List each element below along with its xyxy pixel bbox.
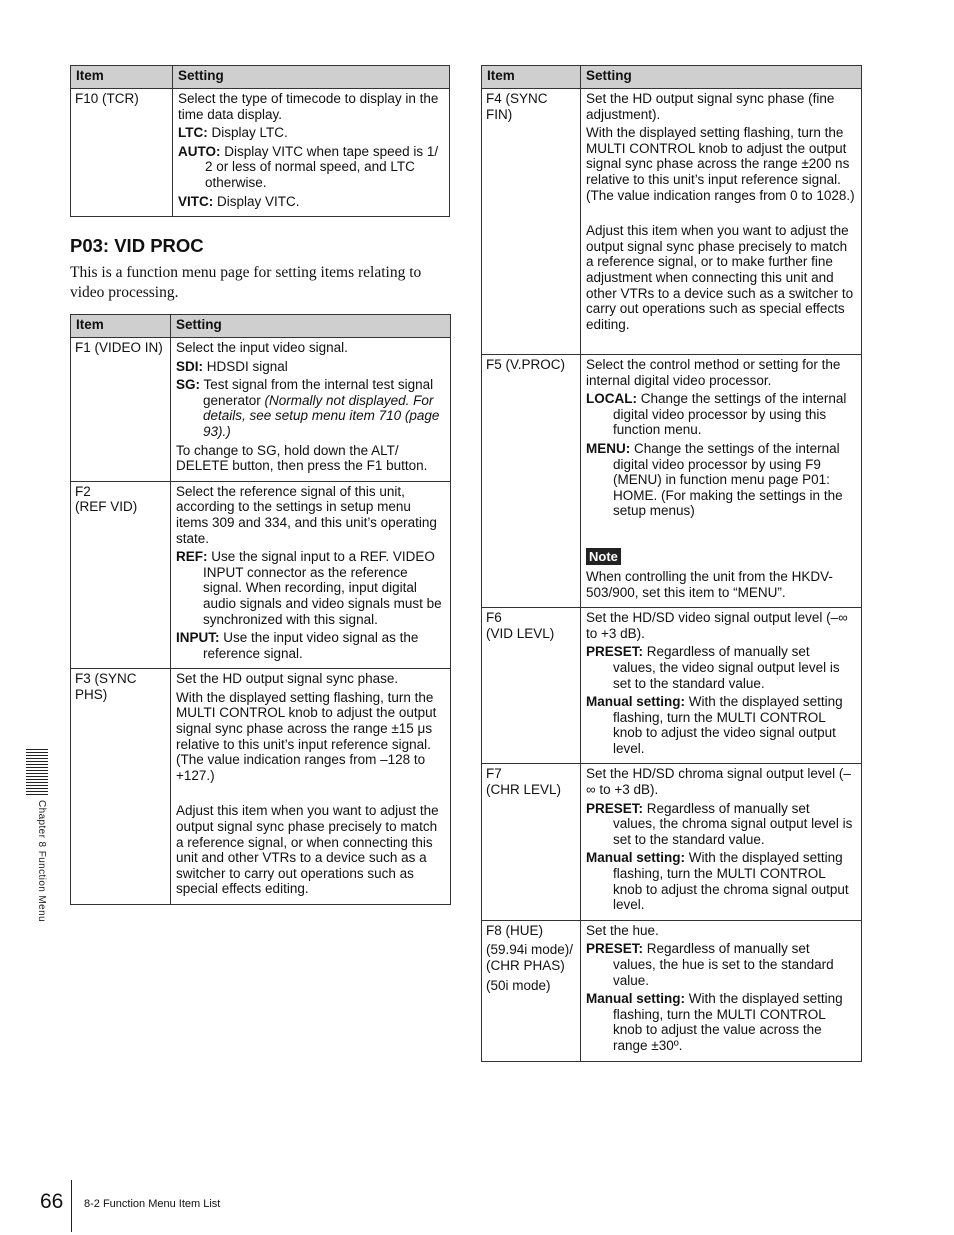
setting-cell xyxy=(171,338,451,482)
setting-intro: Set the HD/SD chroma signal output level (–∞ to +3 dB). xyxy=(586,766,851,798)
setting-cell xyxy=(581,608,862,764)
item-cell: F2 (REF VID) xyxy=(71,481,171,669)
setting-paragraph: Adjust this item when you want to adjust the output signal sync phase precisely to match a reference signal, or when connecting this unit and other VTRs to a device such as a switcher to carry out operations such as special effects editing. xyxy=(176,803,439,897)
footer-section: 8-2 Function Menu Item List xyxy=(84,1198,221,1210)
definition-local: LOCAL: Change the settings of the internal digital video processor by using this function menu. xyxy=(586,391,847,438)
note-badge: Note xyxy=(586,548,621,565)
setting-cell xyxy=(581,920,862,1061)
section-title: P03: VID PROC xyxy=(70,235,204,256)
footer-divider xyxy=(71,1180,72,1232)
setting-intro: Set the HD output signal sync phase (fine adjustment). xyxy=(586,91,835,122)
setting-cell xyxy=(171,481,451,669)
item-cell: F10 (TCR) xyxy=(71,89,173,217)
definition-input: INPUT: Use the input video signal as the reference signal. xyxy=(176,630,419,661)
tcr-table xyxy=(70,65,450,217)
item-cell: F8 (HUE) (59.94i mode)/ (CHR PHAS) (50i mode) xyxy=(482,920,581,1061)
definition-ltc: LTC: Display LTC. xyxy=(178,125,288,141)
table-header-row xyxy=(71,315,451,338)
item-cell: F4 (SYNC FIN) xyxy=(482,89,581,355)
setting-intro: Select the input video signal. xyxy=(176,340,348,355)
setting-intro: Select the type of timecode to display in the time data display. xyxy=(178,91,439,122)
definition-menu: MENU: Change the settings of the internal digital video processor by using F9 (MENU) in function menu page P01: HOME. (For making the settings in the setup menus) xyxy=(586,440,843,519)
header-item: Item xyxy=(71,66,173,89)
table-row xyxy=(71,669,451,905)
header-item: Item xyxy=(71,315,171,338)
table-row xyxy=(482,764,862,920)
table-row xyxy=(71,338,451,482)
setting-cell xyxy=(581,89,862,355)
table-row xyxy=(482,920,862,1061)
setting-paragraph: Adjust this item when you want to adjust the output signal sync phase precisely to match a reference signal, or to make further fine adjustment when connecting this unit and other VTRs to a device such as a switcher to carry out operations such as special effects editing. xyxy=(586,223,854,332)
setting-cell xyxy=(173,89,450,217)
header-setting: Setting xyxy=(581,66,862,89)
definition-preset: PRESET: Regardless of manually set values, the hue is set to the standard value. xyxy=(586,941,834,988)
setting-paragraph: With the displayed setting flashing, turn the MULTI CONTROL knob to adjust the output signal sync phase across the range ±200 ns relative to this unit’s input reference signal. (The value indication ranges from 0 to 1028.) xyxy=(586,125,855,203)
setting-footer-text: To change to SG, hold down the ALT/ DELETE button, then press the F1 button. xyxy=(176,442,428,474)
definition-auto: AUTO: Display VITC when tape speed is 1/ 2 or less of normal speed, and LTC otherwise. xyxy=(178,143,439,190)
setting-paragraph: With the displayed setting flashing, turn the MULTI CONTROL knob to adjust the output signal sync phase across the range ±15 μs relative to this unit’s input reference signal. (The value indication ranges from –128 to +127.) xyxy=(176,689,437,783)
definition-manual: Manual setting: With the displayed setting flashing, turn the MULTI CONTROL knob to adjust the chroma signal output level. xyxy=(586,850,849,913)
item-cell: F1 (VIDEO IN) xyxy=(71,338,171,482)
definition-manual: Manual setting: With the displayed setting flashing, turn the MULTI CONTROL knob to adjust the video signal output level. xyxy=(586,694,843,756)
chapter-tab-marker xyxy=(26,749,48,796)
table-row xyxy=(71,481,451,669)
table-header-row xyxy=(71,66,450,89)
setting-intro: Select the control method or setting for the internal digital video processor. xyxy=(586,357,841,388)
setting-cell xyxy=(581,355,862,608)
item-cell: F3 (SYNC PHS) xyxy=(71,669,171,905)
section-intro: This is a function menu page for setting items relating to video processing. xyxy=(70,264,422,301)
setting-cell xyxy=(581,764,862,920)
item-cell: F7 (CHR LEVL) xyxy=(482,764,581,920)
header-item: Item xyxy=(482,66,581,89)
definition-sdi: SDI: HDSDI signal xyxy=(176,358,288,374)
setting-cell xyxy=(171,669,451,905)
definition-preset: PRESET: Regardless of manually set values, the chroma signal output level is set to the standard value. xyxy=(586,800,853,847)
table-row xyxy=(71,89,450,217)
header-setting: Setting xyxy=(171,315,451,338)
definition-preset: PRESET: Regardless of manually set values, the video signal output level is set to the standard value. xyxy=(586,644,840,691)
table-row xyxy=(482,89,862,355)
setting-intro: Set the HD output signal sync phase. xyxy=(176,671,399,687)
header-setting: Setting xyxy=(173,66,450,89)
setting-intro: Set the HD/SD video signal output level (–∞ to +3 dB). xyxy=(586,610,848,641)
page-number: 66 xyxy=(40,1190,64,1213)
item-cell: F6 (VID LEVL) xyxy=(482,608,581,764)
table-row xyxy=(482,608,862,764)
definition-ref: REF: Use the signal input to a REF. VIDEO INPUT connector as the reference signal. When recording, input digital audio signals and video signals must be synchronized with this signal. xyxy=(176,549,442,627)
table-row xyxy=(482,355,862,608)
vid-proc-table-right xyxy=(481,65,862,1062)
item-cell: F5 (V.PROC) xyxy=(482,355,581,608)
note-text: When controlling the unit from the HKDV-503/900, set this item to “MENU”. xyxy=(586,568,833,600)
definition-sg: SG: Test signal from the internal test signal generator (Normally not displayed. For details, see setup menu item 710 (page 93).) xyxy=(176,377,440,439)
definition-vitc: VITC: Display VITC. xyxy=(178,193,300,209)
chapter-label: Chapter 8 Function Menu xyxy=(36,800,47,923)
table-header-row xyxy=(482,66,862,89)
vid-proc-table-left xyxy=(70,314,451,905)
setting-intro: Select the reference signal of this unit, according to the settings in setup menu items 309 and 334, and this unit’s operating state. xyxy=(176,483,437,546)
definition-manual: Manual setting: With the displayed setting flashing, turn the MULTI CONTROL knob to adjust the value across the range ±30º. xyxy=(586,991,843,1053)
setting-intro: Set the hue. xyxy=(586,922,659,938)
